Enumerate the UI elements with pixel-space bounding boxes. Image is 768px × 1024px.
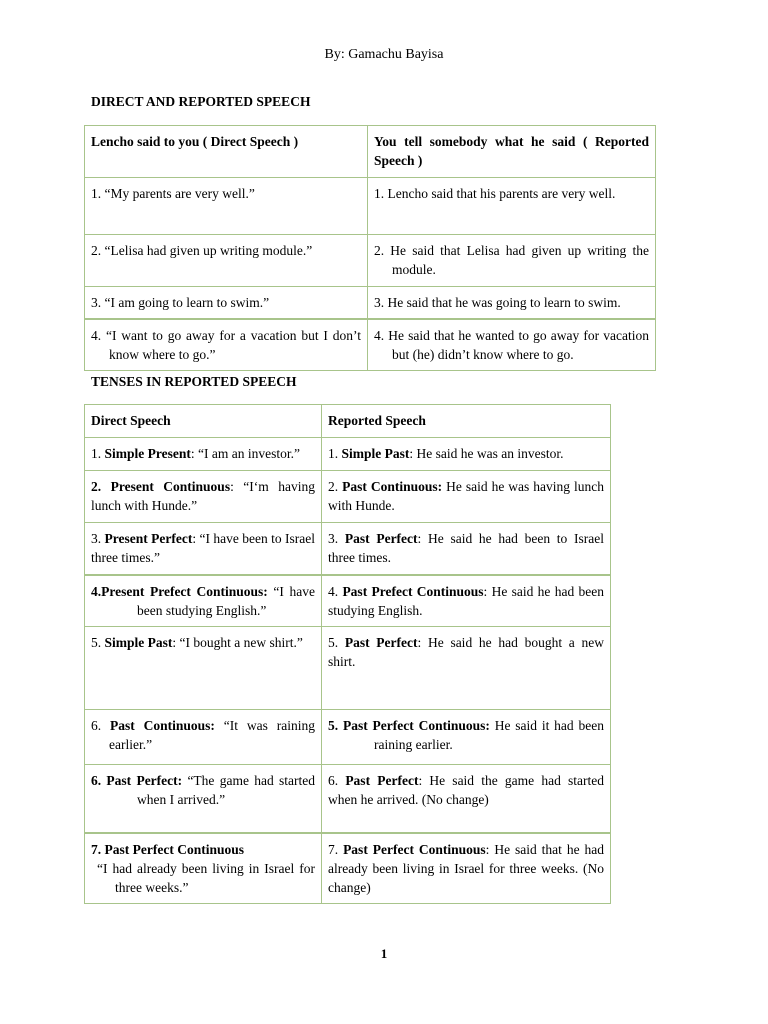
tense-name: 7. Past Perfect Continuous [91, 841, 244, 857]
table-row [85, 471, 611, 523]
example: : He said he had been studying English. [328, 583, 604, 618]
number: 1. [328, 446, 342, 461]
direct-reported-table [84, 125, 656, 371]
number: 3. [328, 531, 345, 546]
direct-cell [85, 575, 322, 627]
example: : He said he had been to Israel three times. [328, 531, 605, 565]
number: 7. [328, 841, 344, 857]
section-title-direct-reported: DIRECT AND REPORTED SPEECH [91, 94, 311, 109]
tense-name: Past Continuous: [342, 479, 443, 494]
author-line: By: Gamachu Bayisa [324, 47, 444, 62]
table-header-row [85, 405, 611, 438]
reported-cell [322, 523, 611, 575]
tense-name: Simple Past [104, 635, 173, 650]
example: : He said that he had already been living in Israel for three weeks. (No change) [328, 841, 605, 895]
example: “I have been studying English.” [137, 583, 315, 618]
direct-cell [85, 710, 322, 765]
table-row [85, 319, 656, 371]
number: 6. [91, 718, 110, 733]
tense-name: . Present Continuous [97, 479, 231, 494]
example: : He said he was an investor. [409, 446, 564, 461]
example: : He said he had bought a new shirt. [328, 635, 604, 669]
header-direct: Lencho said to you ( Direct Speech ) [85, 126, 368, 178]
direct-cell [85, 765, 322, 833]
number: 6. [328, 773, 346, 788]
reported-cell: 2. He said that Lelisa had given up writing the module. [368, 235, 656, 287]
example: “I had already been living in Israel for three weeks.” [97, 860, 315, 895]
tenses-table [84, 404, 611, 904]
tense-name: Past Prefect Continuous [342, 583, 484, 599]
reported-cell [322, 710, 611, 765]
example: : “I‘m having lunch with Hunde.” [91, 479, 315, 513]
tense-name: Past Continuous: [110, 718, 215, 733]
tense-name: 6. Past Perfect: [91, 773, 183, 788]
direct-cell: 4. “I want to go away for a vacation but I don’t know where to go.” [85, 319, 368, 371]
table-row [85, 523, 611, 575]
direct-cell: 2. “Lelisa had given up writing module.” [85, 235, 368, 287]
reported-cell [322, 471, 611, 523]
direct-cell: 3. “I am going to learn to swim.” [85, 287, 368, 319]
direct-cell [85, 523, 322, 575]
example: He said it had been raining earlier. [374, 718, 604, 752]
section-title-tenses: TENSES IN REPORTED SPEECH [91, 374, 297, 389]
reported-cell [322, 627, 611, 710]
direct-cell [85, 471, 322, 523]
table-row [85, 438, 611, 471]
number: 3. [91, 531, 105, 546]
example: : “I bought a new shirt.” [172, 635, 303, 650]
direct-cell [85, 438, 322, 471]
example: He said he was having lunch with Hunde. [328, 479, 604, 513]
example: : “I have been to Israel three times.” [91, 531, 315, 565]
table-row [85, 287, 656, 319]
reported-cell: 3. He said that he was going to learn to swim. [368, 287, 656, 319]
header-direct-speech: Direct Speech [85, 405, 322, 438]
tense-name: Past Perfect [344, 531, 418, 546]
example: “The game had started when I arrived.” [137, 773, 315, 807]
direct-cell [85, 833, 322, 904]
page-number: 1 [380, 946, 388, 961]
header-reported: You tell somebody what he said ( Reported Speech ) [368, 126, 656, 178]
direct-cell [85, 627, 322, 710]
reported-cell: 1. Lencho said that his parents are very well. [368, 178, 656, 235]
tense-name: Past Perfect Continuous [343, 841, 486, 857]
reported-cell [322, 765, 611, 833]
tense-name: 5. Past Perfect Continuous: [328, 718, 490, 733]
table-row [85, 575, 611, 627]
number: 5. [91, 635, 105, 650]
example: “It was raining earlier.” [109, 718, 315, 752]
reported-cell [322, 575, 611, 627]
table-row [85, 710, 611, 765]
table-row [85, 627, 611, 710]
number: 1. [91, 446, 105, 461]
tense-name: Simple Past [341, 446, 410, 461]
direct-cell: 1. “My parents are very well.” [85, 178, 368, 235]
tense-name: 4.Present Prefect Continuous: [91, 583, 268, 599]
table-row [85, 833, 611, 904]
table-row [85, 235, 656, 287]
number: 2 [91, 479, 98, 494]
number: 4. [328, 583, 343, 599]
number: 2. [328, 479, 343, 494]
number: 5. [328, 635, 345, 650]
reported-cell [322, 438, 611, 471]
tense-name: Simple Present [104, 446, 191, 461]
reported-cell [322, 833, 611, 904]
table-header-row [85, 126, 656, 178]
tense-name: Present Perfect [104, 531, 193, 546]
table-row [85, 765, 611, 833]
reported-cell: 4. He said that he wanted to go away for vacation but (he) didn’t know where to go. [368, 319, 656, 371]
tense-name: Past Perfect [345, 773, 419, 788]
example: : “I am an investor.” [190, 446, 300, 461]
tense-name: Past Perfect [344, 635, 418, 650]
table-row [85, 178, 656, 235]
example: : He said the game had started when he arrived. (No change) [328, 773, 604, 807]
header-reported-speech: Reported Speech [322, 405, 611, 438]
